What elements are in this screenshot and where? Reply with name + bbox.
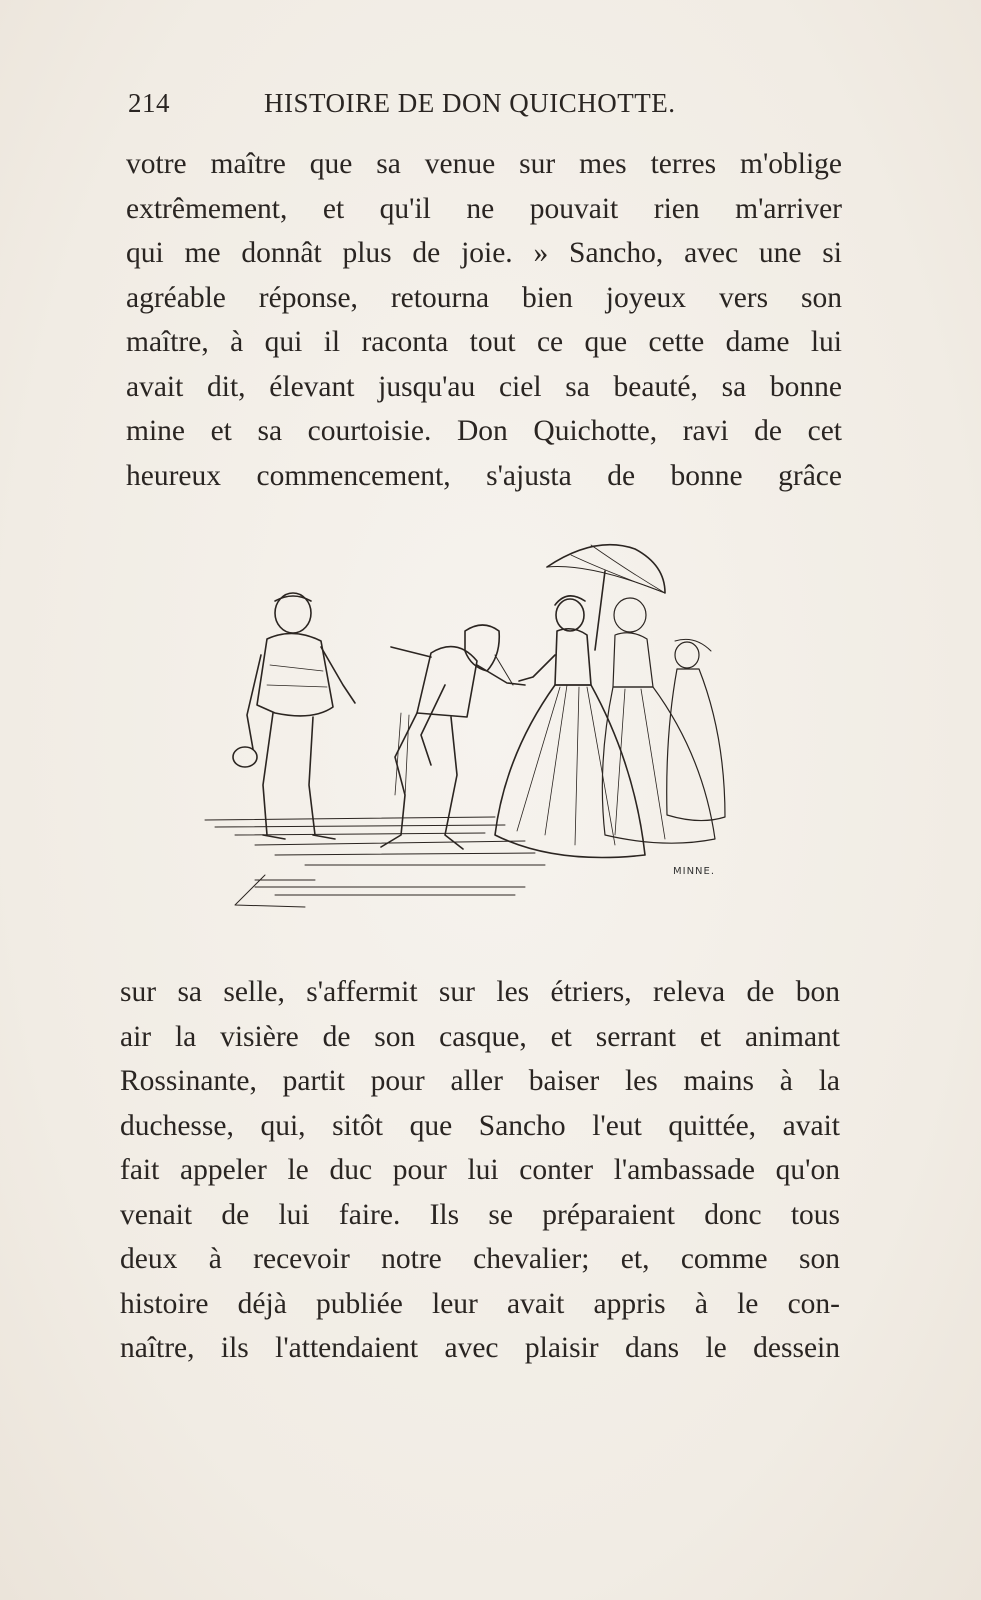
text-line: deux à recevoir notre chevalier; et, comme son [120, 1243, 840, 1275]
text-line: Rossinante, partit pour aller baiser les mains à la [120, 1065, 840, 1097]
running-title: HISTOIRE DE DON QUICHOTTE. [264, 88, 676, 118]
text-line: agréable réponse, retourna bien joyeux vers son [126, 281, 842, 314]
text-line: avait dit, élevant jusqu'au ciel sa beauté, sa bonne [126, 370, 842, 403]
text-line: qui me donnât plus de joie. » Sancho, avec une si [126, 237, 842, 269]
engraving-illustration [195, 535, 755, 930]
text-line: mine et sa courtoisie. Don Quichotte, ravi de cet [126, 415, 842, 447]
text-line: heureux commencement, s'ajusta de bonne grâce [126, 459, 842, 492]
text-block-top [126, 142, 842, 498]
text-line: histoire déjà publiée leur avait appris à le con- [120, 1287, 840, 1320]
running-header [128, 88, 848, 128]
illustrator-signature: MINNE. [673, 866, 716, 877]
text-line: votre maître que sa venue sur mes terres m'oblige [126, 148, 842, 180]
illustration-drawing [195, 535, 755, 930]
text-line: duchesse, qui, sitôt que Sancho l'eut quittée, avait [120, 1109, 840, 1142]
text-line: maître, à qui il raconta tout ce que cette dame lui [126, 326, 842, 358]
text-line: extrêmement, et qu'il ne pouvait rien m'arriver [126, 192, 842, 225]
text-line: venait de lui faire. Ils se préparaient donc tous [120, 1198, 840, 1231]
text-line: fait appeler le duc pour lui conter l'ambassade qu'on [120, 1154, 840, 1186]
page-number: 214 [128, 88, 170, 118]
text-line: naître, ils l'attendaient avec plaisir dans le dessein [120, 1332, 840, 1364]
text-line: sur sa selle, s'affermit sur les étriers, releva de bon [120, 976, 840, 1008]
text-block-bottom [120, 970, 840, 1371]
text-line: air la visière de son casque, et serrant et animant [120, 1020, 840, 1053]
